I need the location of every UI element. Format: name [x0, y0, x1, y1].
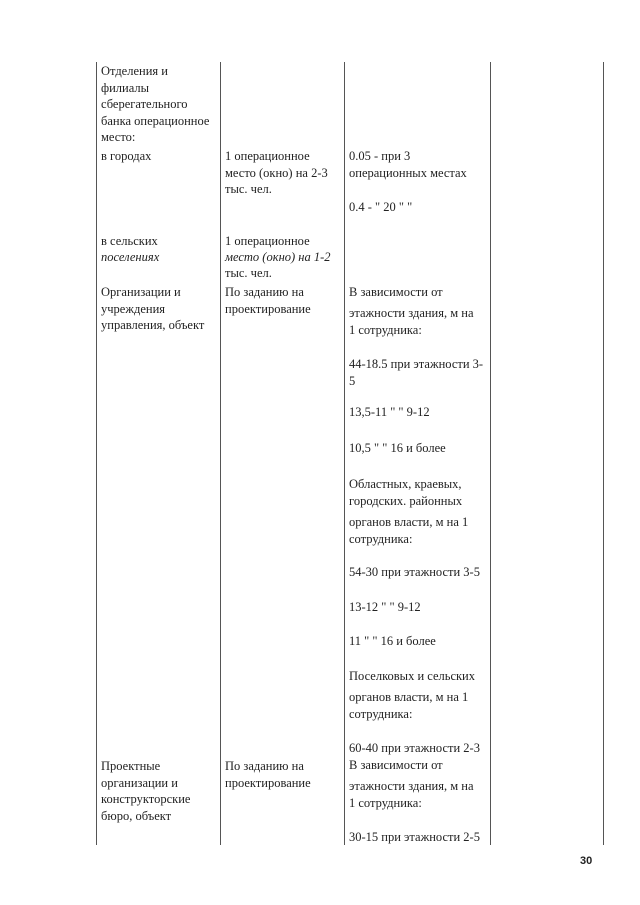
admin-area-13: 60-40 при этажности 2-3 — [349, 741, 480, 755]
admin-area-5: 10,5 " " 16 и более — [349, 441, 446, 455]
admin-area-12: органов власти, м на 1 сотрудника: — [349, 690, 469, 721]
bank-cities-norm: 1 операционное место (окно) на 2-3 тыс. чел. — [225, 149, 328, 196]
page-number: 30 — [580, 855, 593, 867]
admin-area-1: В зависимости от — [349, 285, 443, 299]
bank-cities-label: в городах — [101, 149, 152, 163]
bank-row-name: Отделения и филиалы сберегательного банка операционное место: — [101, 64, 210, 144]
column-divider-2 — [344, 62, 345, 845]
admin-norm: По заданию на проектирование — [225, 285, 311, 316]
bank-rural-norm-3: тыс. чел. — [225, 266, 272, 280]
admin-area-8: 54-30 при этажности 3-5 — [349, 565, 480, 579]
design-row-name: Проектные организации и конструкторские бюро, объект — [101, 759, 191, 823]
bank-cities-area-1: 0.05 - при 3 операционных местах — [349, 149, 467, 180]
design-area-1: В зависимости от — [349, 758, 443, 772]
admin-area-3: 44-18.5 при этажности 3- 5 — [349, 357, 484, 388]
admin-area-4: 13,5-11 " " 9-12 — [349, 405, 430, 419]
design-area-3: 30-15 при этажности 2-5 — [349, 830, 480, 844]
admin-area-6: Областных, краевых, городских. районных — [349, 477, 463, 508]
design-area-2: этажности здания, м на 1 сотрудника: — [349, 779, 474, 810]
bank-rural-norm-2: место (окно) на 1-2 — [225, 250, 331, 264]
bank-rural-label-2: поселениях — [101, 250, 160, 264]
admin-row-name: Организации и учреждения управления, объект — [101, 285, 205, 332]
admin-area-2: этажности здания, м на 1 сотрудника: — [349, 306, 474, 337]
bank-rural-norm-1: 1 операционное — [225, 234, 310, 248]
column-divider-1 — [220, 62, 221, 845]
admin-area-10: 11 " " 16 и более — [349, 634, 436, 648]
admin-area-11: Поселковых и сельских — [349, 669, 476, 683]
table-border-right — [603, 62, 604, 845]
bank-rural-label-1: в сельских — [101, 234, 158, 248]
column-divider-3 — [490, 62, 491, 845]
design-norm: По заданию на проектирование — [225, 759, 311, 790]
admin-area-9: 13-12 " " 9-12 — [349, 600, 421, 614]
bank-cities-area-2: 0.4 - " 20 " " — [349, 200, 413, 214]
admin-area-7: органов власти, м на 1 сотрудника: — [349, 515, 469, 546]
table-border-left — [96, 62, 97, 845]
